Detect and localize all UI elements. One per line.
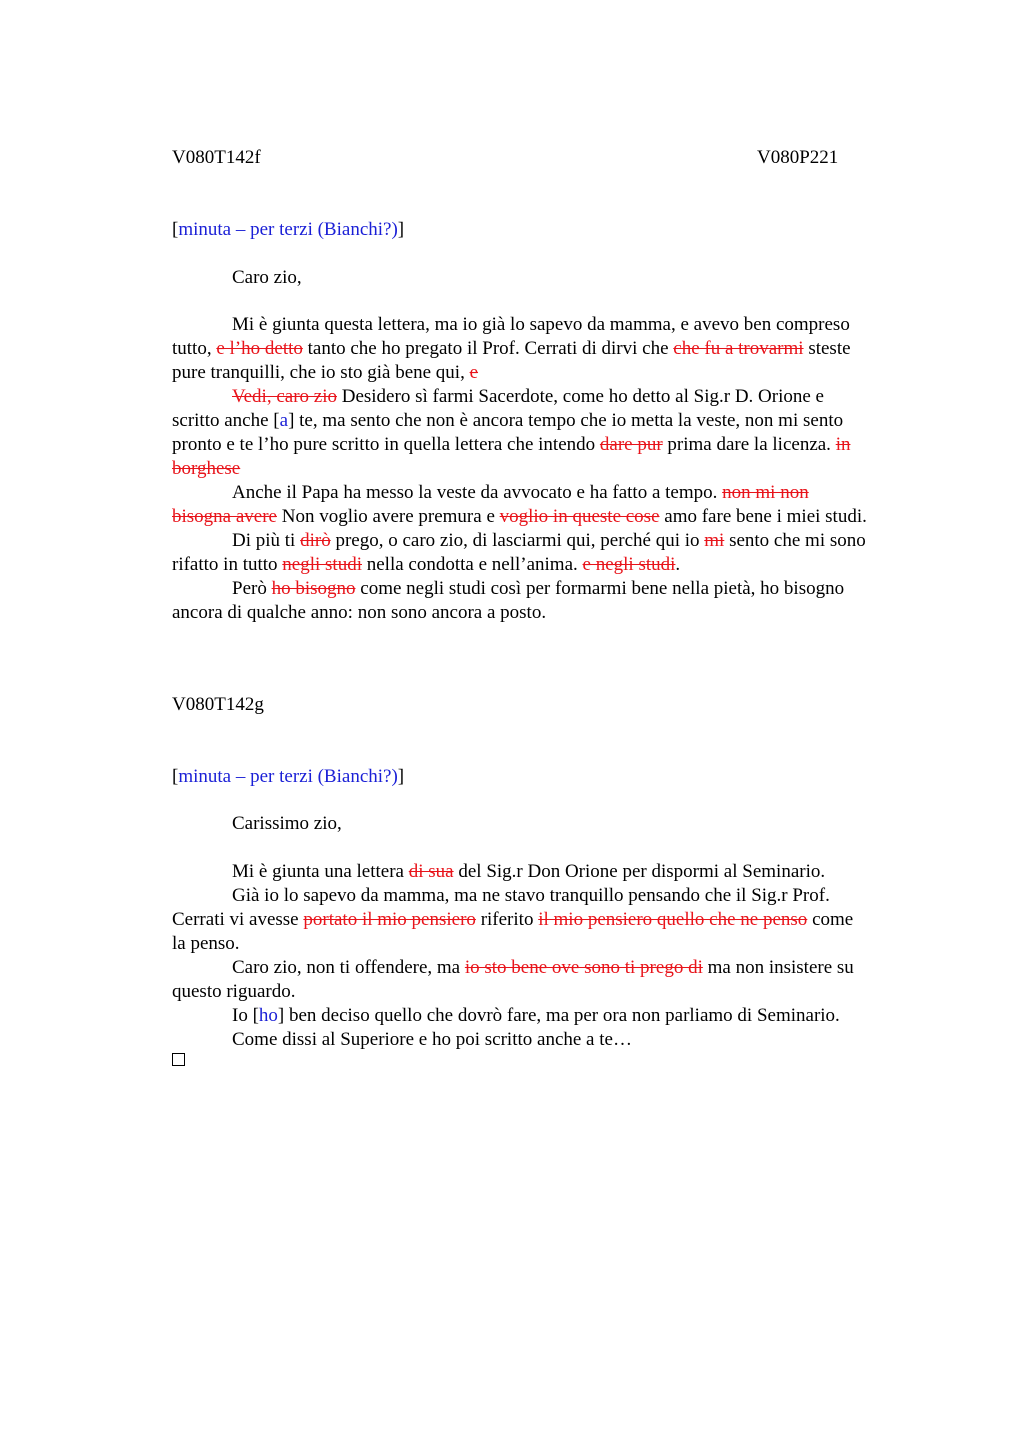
deletion: non mi non	[722, 482, 809, 503]
deletion: il mio pensiero quello che ne penso	[538, 909, 808, 930]
text-run: amo fare bene i miei studi.	[659, 506, 867, 527]
deletion: che fu a trovarmi	[673, 338, 804, 359]
deletion: io sto bene ove sono ti prego di	[464, 957, 703, 978]
text-run: Cerrati vi avesse	[172, 909, 304, 930]
bracket-open: [	[172, 219, 179, 240]
doc2-editorial-note	[172, 765, 932, 789]
paragraph-line	[172, 553, 932, 577]
text-run: Io [	[232, 1005, 259, 1026]
text-run: pure tranquilli, che io sto già bene qui,	[172, 362, 470, 383]
paragraph-line: questo riguardo.	[172, 981, 296, 1002]
text-run: pronto e te l’ho pure scritto in quella lettera che intendo	[172, 434, 600, 455]
insertion: ho	[258, 1005, 278, 1026]
doc1-editorial-note	[172, 218, 932, 242]
paragraph-line: Già io lo sapevo da mamma, ma ne stavo tranquillo pensando che il Sig.r Prof.	[232, 885, 830, 906]
deletion: ho bisogno	[271, 578, 356, 599]
deletion: in	[835, 434, 851, 455]
text-run: riferito	[475, 909, 539, 930]
paragraph-line	[172, 457, 932, 481]
text-run: nella condotta e nell’anima.	[362, 554, 583, 575]
text-run: Anche il Papa ha messo la veste da avvocato e ha fatto a tempo.	[232, 482, 723, 503]
paragraph-line: Come dissi al Superiore e ho poi scritto anche a te…	[232, 1029, 632, 1050]
editorial-note-text: minuta – per terzi (Bianchi?)	[178, 766, 398, 787]
paragraph-line	[172, 481, 932, 505]
deletion: e l’ho detto	[216, 338, 303, 359]
text-run: ] te, ma sento che non è ancora tempo che io metta la veste, non mi sento	[288, 410, 844, 431]
deletion: dirò	[300, 530, 331, 551]
bracket-close: ]	[397, 219, 405, 240]
deletion: dare pur	[599, 434, 663, 455]
text-run: rifatto in tutto	[172, 554, 283, 575]
doc1-salutation: Caro zio,	[232, 267, 302, 288]
text-run: prego, o caro zio, di lasciarmi qui, perché qui io	[330, 530, 705, 551]
text-run: Di più ti	[232, 530, 301, 551]
paragraph-line	[172, 577, 932, 601]
doc2-id-left: V080T142g	[172, 694, 264, 715]
text-run: come	[807, 909, 854, 930]
paragraph-line	[172, 1004, 932, 1028]
deletion: voglio in queste cose	[499, 506, 660, 527]
checkbox-square-icon	[172, 1053, 185, 1066]
paragraph-line	[172, 908, 932, 932]
deletion: e negli studi	[582, 554, 676, 575]
deletion: Vedi, caro zio	[232, 386, 337, 407]
text-run: Desidero sì farmi Sacerdote, come ho detto al Sig.r D. Orione e	[336, 386, 824, 407]
paragraph-line	[172, 529, 932, 553]
editorial-note-text: minuta – per terzi (Bianchi?)	[178, 219, 398, 240]
paragraph-line: la penso.	[172, 933, 240, 954]
doc2-body	[172, 860, 932, 1052]
text-run: tanto che ho pregato il Prof. Cerrati di dirvi che	[302, 338, 674, 359]
insertion: a	[279, 410, 289, 431]
doc1-id-right: V080P221	[757, 147, 839, 168]
paragraph-line	[172, 433, 932, 457]
doc2-salutation: Carissimo zio,	[232, 813, 342, 834]
doc1-body	[172, 313, 932, 625]
text-run: ma non insistere su	[702, 957, 854, 978]
text-run: ] ben deciso quello che dovrò fare, ma per ora non parliamo di Seminario.	[277, 1005, 840, 1026]
text-run: Non voglio avere premura e	[276, 506, 500, 527]
paragraph-line: Mi è giunta questa lettera, ma io già lo sapevo da mamma, e avevo ben compreso	[232, 314, 850, 335]
text-run: del Sig.r Don Orione per dispormi al Seminario.	[453, 861, 826, 882]
deletion: borghese	[172, 458, 241, 479]
paragraph-line	[172, 956, 932, 980]
text-run: prima dare la licenza.	[662, 434, 836, 455]
text-run: Mi è giunta una lettera	[232, 861, 409, 882]
text-run: .	[675, 554, 681, 575]
text-run: steste	[803, 338, 851, 359]
deletion: portato il mio pensiero	[303, 909, 476, 930]
deletion: negli studi	[282, 554, 362, 575]
paragraph-line: ancora di qualche anno: non sono ancora a posto.	[172, 602, 547, 623]
text-run: Però	[232, 578, 272, 599]
text-run: come negli studi così per formarmi bene nella pietà, ho bisogno	[355, 578, 845, 599]
paragraph-line	[172, 505, 932, 529]
deletion: bisogna avere	[172, 506, 277, 527]
paragraph-line	[172, 409, 932, 433]
text-run: sento che mi sono	[724, 530, 866, 551]
paragraph-line	[172, 385, 932, 409]
bracket-close: ]	[397, 766, 405, 787]
paragraph-line	[172, 860, 932, 884]
deletion: e	[469, 362, 479, 383]
deletion: di sua	[408, 861, 454, 882]
text-run: scritto anche [	[172, 410, 280, 431]
text-run: Caro zio, non ti offendere, ma	[232, 957, 465, 978]
paragraph-line	[172, 361, 932, 385]
doc1-id-left: V080T142f	[172, 147, 261, 168]
doc1-header	[172, 146, 932, 170]
paragraph-line	[172, 337, 932, 361]
deletion: mi	[704, 530, 725, 551]
bracket-open: [	[172, 766, 179, 787]
text-run: tutto,	[172, 338, 217, 359]
